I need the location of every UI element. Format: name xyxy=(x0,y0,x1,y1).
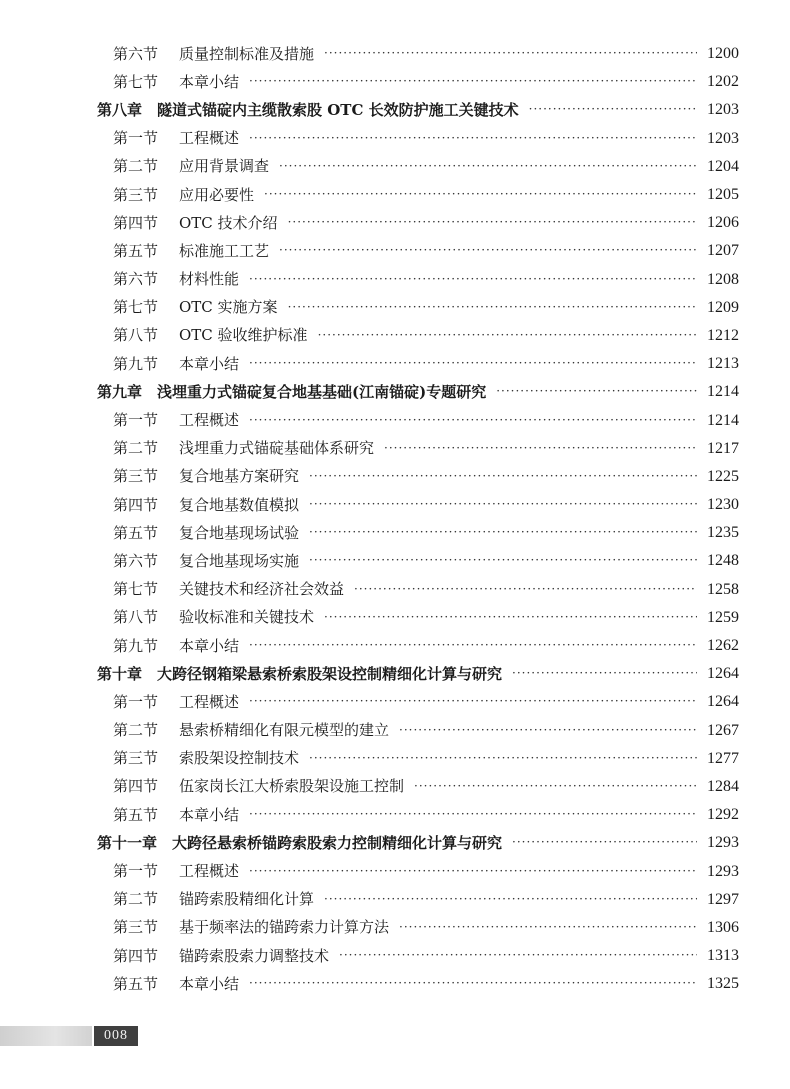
entry-title: 材料性能 xyxy=(179,270,240,289)
entry-title: 本章小结 xyxy=(179,805,240,824)
toc-section-entry xyxy=(0,266,790,294)
toc-section-entry xyxy=(0,491,790,519)
dot-leader xyxy=(288,301,697,313)
entry-number: 第一节 xyxy=(113,862,159,881)
entry-number: 第四节 xyxy=(113,213,159,232)
dot-leader xyxy=(384,442,697,454)
toc-section-entry xyxy=(0,717,790,745)
entry-page-number: 1213 xyxy=(707,355,739,373)
dot-leader xyxy=(309,752,697,764)
dot-leader xyxy=(512,667,697,679)
entry-title: 索股架设控制技术 xyxy=(179,749,300,768)
entry-number: 第三节 xyxy=(113,467,159,486)
entry-title: 工程概述 xyxy=(179,129,240,148)
entry-title: 应用必要性 xyxy=(179,185,255,204)
dot-leader xyxy=(249,273,697,285)
dot-leader xyxy=(279,244,697,256)
toc-section-entry xyxy=(0,209,790,237)
entry-page-number: 1258 xyxy=(707,580,739,598)
entry-number: 第九章 xyxy=(97,382,143,401)
entry-title: 基于频率法的锚跨索力计算方法 xyxy=(179,918,390,937)
entry-page-number: 1293 xyxy=(707,862,739,880)
toc-section-entry xyxy=(0,181,790,209)
entry-title: 锚跨索股精细化计算 xyxy=(179,890,315,909)
entry-number: 第十章 xyxy=(97,664,143,683)
entry-page-number: 1284 xyxy=(707,777,739,795)
entry-title: 浅埋重力式锚碇复合地基基础(江南锚碇)专题研究 xyxy=(157,382,487,401)
entry-page-number: 1293 xyxy=(707,834,739,852)
entry-number: 第二节 xyxy=(113,890,159,909)
entry-page-number: 1313 xyxy=(707,947,739,965)
entry-page-number: 1264 xyxy=(707,665,739,683)
entry-title: OTC 实施方案 xyxy=(179,298,278,317)
entry-title: 本章小结 xyxy=(179,636,240,655)
entry-page-number: 1203 xyxy=(707,129,739,147)
entry-title: 应用背景调查 xyxy=(179,157,270,176)
entry-title: 复合地基方案研究 xyxy=(179,467,300,486)
toc-section-entry xyxy=(0,632,790,660)
dot-leader xyxy=(249,414,697,426)
dot-leader xyxy=(309,498,697,510)
entry-number: 第五节 xyxy=(113,805,159,824)
entry-title: 复合地基数值模拟 xyxy=(179,495,300,514)
entry-number: 第三节 xyxy=(113,749,159,768)
toc-section-entry xyxy=(0,604,790,632)
entry-title: 工程概述 xyxy=(179,692,240,711)
toc-section-entry xyxy=(0,745,790,773)
entry-title: 验收标准和关键技术 xyxy=(179,608,315,627)
dot-leader xyxy=(264,188,697,200)
entry-page-number: 1230 xyxy=(707,496,739,514)
toc-section-entry xyxy=(0,294,790,322)
dot-leader xyxy=(324,611,697,623)
dot-leader xyxy=(249,357,697,369)
dot-leader xyxy=(249,639,697,651)
entry-number: 第五节 xyxy=(113,974,159,993)
dot-leader xyxy=(309,470,697,482)
dot-leader xyxy=(318,329,697,341)
entry-page-number: 1292 xyxy=(707,806,739,824)
entry-number: 第二节 xyxy=(113,439,159,458)
toc-section-entry xyxy=(0,576,790,604)
toc-section-entry xyxy=(0,688,790,716)
entry-title: 悬索桥精细化有限元模型的建立 xyxy=(179,721,390,740)
entry-number: 第八节 xyxy=(113,608,159,627)
dot-leader xyxy=(249,977,697,989)
entry-title: 工程概述 xyxy=(179,862,240,881)
toc-section-entry xyxy=(0,463,790,491)
dot-leader xyxy=(354,583,697,595)
entry-page-number: 1259 xyxy=(707,608,739,626)
toc-chapter-entry xyxy=(0,96,790,124)
dot-leader xyxy=(399,724,697,736)
toc-section-entry xyxy=(0,322,790,350)
entry-number: 第八章 xyxy=(97,100,143,119)
entry-number: 第十一章 xyxy=(97,833,158,852)
dot-leader xyxy=(249,132,697,144)
entry-title: 质量控制标准及措施 xyxy=(179,44,315,63)
toc-section-entry xyxy=(0,970,790,998)
entry-title: 浅埋重力式锚碇基础体系研究 xyxy=(179,439,375,458)
entry-page-number: 1203 xyxy=(707,101,739,119)
dot-leader xyxy=(249,865,697,877)
entry-title: 关键技术和经济社会效益 xyxy=(179,580,345,599)
entry-title: 伍家岗长江大桥索股架设施工控制 xyxy=(179,777,405,796)
entry-number: 第七节 xyxy=(113,298,159,317)
entry-page-number: 1262 xyxy=(707,637,739,655)
entry-page-number: 1204 xyxy=(707,157,739,175)
entry-number: 第六节 xyxy=(113,44,159,63)
dot-leader xyxy=(414,780,697,792)
entry-page-number: 1205 xyxy=(707,186,739,204)
table-of-contents xyxy=(0,40,790,998)
dot-leader xyxy=(309,554,697,566)
entry-number: 第七节 xyxy=(113,580,159,599)
entry-number: 第九节 xyxy=(113,636,159,655)
entry-page-number: 1212 xyxy=(707,326,739,344)
toc-chapter-entry xyxy=(0,829,790,857)
entry-page-number: 1248 xyxy=(707,552,739,570)
entry-number: 第八节 xyxy=(113,326,159,345)
toc-section-entry xyxy=(0,857,790,885)
entry-number: 第四节 xyxy=(113,495,159,514)
entry-title: OTC 验收维护标准 xyxy=(179,326,308,345)
entry-number: 第二节 xyxy=(113,157,159,176)
entry-page-number: 1217 xyxy=(707,439,739,457)
entry-number: 第三节 xyxy=(113,185,159,204)
toc-section-entry xyxy=(0,237,790,265)
toc-section-entry xyxy=(0,68,790,96)
entry-page-number: 1214 xyxy=(707,411,739,429)
dot-leader xyxy=(249,695,697,707)
dot-leader xyxy=(324,893,697,905)
dot-leader xyxy=(529,103,697,115)
dot-leader xyxy=(309,526,697,538)
entry-title: 大跨径钢箱梁悬索桥索股架设控制精细化计算与研究 xyxy=(157,664,503,683)
toc-section-entry xyxy=(0,942,790,970)
dot-leader xyxy=(512,836,697,848)
entry-page-number: 1225 xyxy=(707,467,739,485)
entry-number: 第一节 xyxy=(113,411,159,430)
dot-leader xyxy=(339,949,697,961)
entry-number: 第六节 xyxy=(113,551,159,570)
entry-page-number: 1206 xyxy=(707,214,739,232)
entry-page-number: 1200 xyxy=(707,45,739,63)
entry-title: 标准施工工艺 xyxy=(179,241,270,260)
entry-page-number: 1325 xyxy=(707,975,739,993)
entry-title: OTC 技术介绍 xyxy=(179,213,278,232)
footer-page-number: 008 xyxy=(94,1026,138,1046)
toc-chapter-entry xyxy=(0,378,790,406)
entry-title: 锚跨索股索力调整技术 xyxy=(179,946,330,965)
entry-title: 复合地基现场实施 xyxy=(179,551,300,570)
entry-page-number: 1207 xyxy=(707,242,739,260)
toc-section-entry xyxy=(0,801,790,829)
toc-section-entry xyxy=(0,40,790,68)
dot-leader xyxy=(324,47,697,59)
entry-number: 第七节 xyxy=(113,72,159,91)
dot-leader xyxy=(399,921,697,933)
toc-section-entry xyxy=(0,406,790,434)
entry-title: 本章小结 xyxy=(179,72,240,91)
entry-number: 第九节 xyxy=(113,354,159,373)
entry-page-number: 1297 xyxy=(707,890,739,908)
entry-title: 工程概述 xyxy=(179,411,240,430)
entry-page-number: 1209 xyxy=(707,298,739,316)
entry-number: 第六节 xyxy=(113,270,159,289)
toc-chapter-entry xyxy=(0,660,790,688)
dot-leader xyxy=(279,160,697,172)
entry-page-number: 1208 xyxy=(707,270,739,288)
toc-section-entry xyxy=(0,914,790,942)
entry-number: 第五节 xyxy=(113,241,159,260)
entry-page-number: 1235 xyxy=(707,524,739,542)
toc-section-entry xyxy=(0,435,790,463)
dot-leader xyxy=(249,75,697,87)
dot-leader xyxy=(249,808,697,820)
toc-section-entry xyxy=(0,547,790,575)
entry-title: 复合地基现场试验 xyxy=(179,523,300,542)
entry-title: 本章小结 xyxy=(179,974,240,993)
entry-page-number: 1267 xyxy=(707,721,739,739)
entry-page-number: 1264 xyxy=(707,693,739,711)
entry-title: 本章小结 xyxy=(179,354,240,373)
dot-leader xyxy=(288,216,697,228)
entry-page-number: 1214 xyxy=(707,383,739,401)
entry-page-number: 1202 xyxy=(707,73,739,91)
entry-page-number: 1306 xyxy=(707,918,739,936)
dot-leader xyxy=(496,385,697,397)
toc-section-entry xyxy=(0,886,790,914)
footer-decoration-bar xyxy=(0,1026,92,1046)
entry-number: 第四节 xyxy=(113,777,159,796)
toc-section-entry xyxy=(0,773,790,801)
entry-number: 第三节 xyxy=(113,918,159,937)
entry-number: 第一节 xyxy=(113,692,159,711)
entry-number: 第五节 xyxy=(113,523,159,542)
entry-title: 隧道式锚碇内主缆散索股 OTC 长效防护施工关键技术 xyxy=(157,100,519,119)
toc-section-entry xyxy=(0,519,790,547)
entry-page-number: 1277 xyxy=(707,749,739,767)
entry-number: 第二节 xyxy=(113,721,159,740)
toc-section-entry xyxy=(0,125,790,153)
entry-title: 大跨径悬索桥锚跨索股索力控制精细化计算与研究 xyxy=(172,833,503,852)
toc-section-entry xyxy=(0,153,790,181)
entry-number: 第一节 xyxy=(113,129,159,148)
toc-section-entry xyxy=(0,350,790,378)
entry-number: 第四节 xyxy=(113,946,159,965)
